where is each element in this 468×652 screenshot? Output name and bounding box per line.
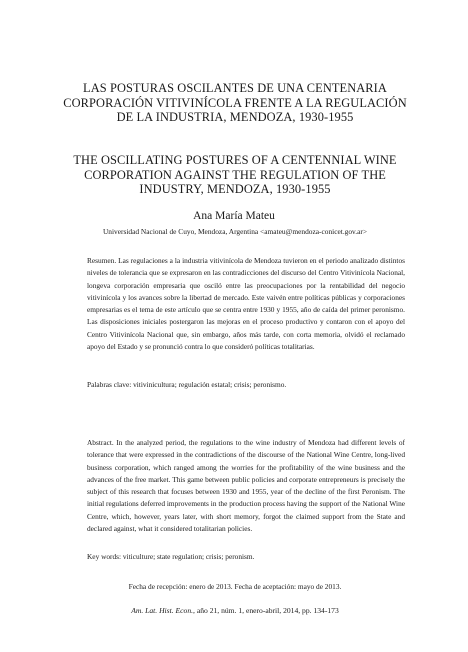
resumen-paragraph: Resumen. Las regulaciones a la industria vitivinícola de Mendoza tuvieron en el periodo analizado distintos niveles de tolerancia que se expresaron en las contradicciones del discurso del Centro Vitivinícola Nacional, longeva corporación empresaria que osciló entre las preocupaciones por la rentabilidad del negocio vitivinícola y los avances sobre la libertad de mercado. Este vaivén entre políticas públicas y corporaciones empresarias es el tema de este artículo que se centra entre 1930 y 1955, año de caída del primer peronismo. Las disposiciones iniciales postergaron las mejoras en el proceso productivo y contaron con el apoyo del Centro Vitivinícola Nacional que, sin embargo, años más tarde, con corta memoria, olvidó el reclamado apoyo del Estado y se pronunció contra lo que consideró políticas totalitarias. bbox=[87, 256, 405, 351]
keywords-english: Key words: viticulture; state regulation; crisis; peronism. bbox=[87, 552, 255, 561]
reception-dates: Fecha de recepción: enero de 2013. Fecha de aceptación: mayo de 2013. bbox=[128, 582, 342, 591]
journal-citation: , año 21, núm. 1, enero-abril, 2014, pp. 134-173 bbox=[193, 606, 339, 615]
article-title-english: THE OSCILLATING POSTURES OF A CENTENNIAL WINE CORPORATION AGAINST THE REGULATION OF THE INDUSTRY, MENDOZA, 1930-1955 bbox=[73, 153, 397, 197]
journal-name: Am. Lat. Hist. Econ. bbox=[131, 606, 194, 615]
author-affiliation: Universidad Nacional de Cuyo, Mendoza, Argentina <amateu@mendoza-conicet.gov.ar> bbox=[102, 227, 368, 236]
abstract-paragraph: Abstract. In the analyzed period, the regulations to the wine industry of Mendoza had different levels of tolerance that were expressed in the contradictions of the discourse of the National Wine Centre, long-lived business corporation, which ranged among the worries for the profitability of the wine business and the advances of the free market. This game between public policies and corporate entrepreneurs is precisely the subject of this research that focuses between 1930 and 1955, year of the decline of the first Peronism. The initial regulations deferred improvements in the production process having the support of the National Wine Centre, which, however, years later, with short memory, forgot the claimed support from the State and declared against, what it considered totalitarian policies. bbox=[87, 438, 405, 533]
keywords-spanish: Palabras clave: vitivinicultura; regulación estatal; crisis; peronismo. bbox=[87, 380, 287, 389]
journal-footer bbox=[60, 606, 410, 615]
article-title-spanish: LAS POSTURAS OSCILANTES DE UNA CENTENARIA CORPORACIÓN VITIVINÍCOLA FRENTE A LA REGULACIÓN DE LA INDUSTRIA, MENDOZA, 1930-1955 bbox=[63, 81, 407, 125]
author-name: Ana María Mateu bbox=[193, 210, 275, 222]
